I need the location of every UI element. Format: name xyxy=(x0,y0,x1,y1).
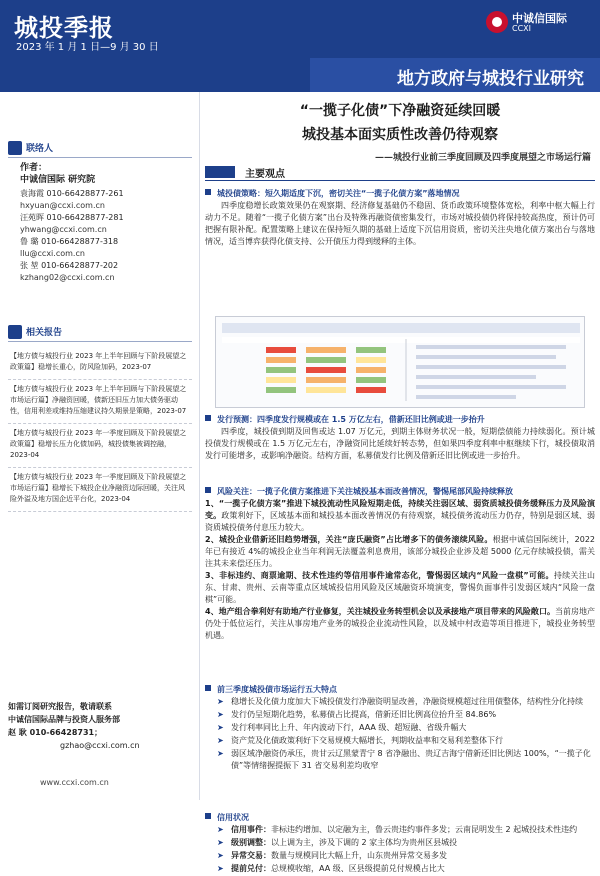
section-body: 四季度，城投债到期及回售或达 1.07 万亿元，到期主体财务状况一般，短期偿债能力持续弱化。预计城投债发行规模或在 1.5 万亿元左右，净融资同比延续好转态势，但如果四季度利率中枢继续下行，城投债取消发行可能增多，或影响净融资。结构方面，私募债发行比例及借新还旧比例或进一步抬升。 xyxy=(205,427,595,460)
figure-text-row xyxy=(416,345,566,349)
report-subtitle: ——城投行业前三季度回顾及四季度展望之市场运行篇 xyxy=(374,153,591,163)
divider xyxy=(8,157,192,158)
figure-graphic xyxy=(216,317,586,409)
risk-item-heading: 1、“一揽子化债方案”推进下城投流动性风险短期走低，持续关注弱区域、弱资质城投债务缓释压力及风险演变。 xyxy=(205,499,595,520)
credit-item-body: 数量与规模同比大幅上升，山东贵州异常交易多发 xyxy=(271,851,447,860)
feature-item xyxy=(205,722,595,734)
feature-text: 发行利率同比上升、年内波动下行，AAA 级、超短融、省级升幅大 xyxy=(231,723,467,732)
risk-item-heading: 4、地产组合拳利好有助地产行业修复，关注城投业务转型机会以及承接地产项目带来的风险敞口。 xyxy=(205,607,555,616)
embedded-figure xyxy=(215,316,585,408)
related-report-link[interactable]: 【地方债与城投行业 2023 年一季度回顾及下阶段展望之政策篇】稳增长压力化债加码，城投债集被调控融，2023-04 xyxy=(8,424,192,468)
authors-title: 作者： xyxy=(20,163,48,173)
feature-text: 发行仍呈短期化趋势，私募债占比提高，借新还旧比例高位抬升至 84.86% xyxy=(231,710,497,719)
arrow-bullet-icon: ➤ xyxy=(217,723,224,732)
author-org: 中诚信国际 研究院 xyxy=(20,175,96,185)
related-report-link[interactable]: 【地方债与城投行业 2023 年一季度回顾及下阶段展望之市场运行篇】稳增长下城投企业净融资边际回暖，关注风险外溢及地方国企近平台化，2023-04 xyxy=(8,468,192,512)
section-body: 四季度稳增长政策效果仍在观察期、经济修复基础仍不稳固、货币政策环境整体宽松，利率中枢大幅上行动力不足。随着“一揽子化债方案”出台及特殊再融资债密集发行，市场对城投债仍将保持较高热度，预计仍可把握有限补配。配置策略上建议在保持短久期的基础上适度下沉信用资质，密切关注央地化债方案出台与落地情况，适当博弈获得化债支持、公开债压力得到缓释的主体。 xyxy=(205,201,595,246)
divider xyxy=(8,341,192,342)
related-section-head xyxy=(8,324,192,342)
section-heading: 发行预测：四季度发行规模或在 1.5 万亿左右，借新还旧比例或进一步抬升 xyxy=(217,415,485,424)
arrow-bullet-icon: ➤ xyxy=(217,736,224,745)
feature-text: 稳增长及化债力度加大下城投债发行净融资明显改善，净融资规模超过往用债整体，结构性分化持续 xyxy=(231,697,583,706)
risk-item-body: 根据中诚信国际统计，2022 年已有接近 4%的城投企业当年利润无法覆盖利息费用，该部分城投企业涉及超 5000 亿元存续城投债，需关注其未来偿还压力。 xyxy=(205,535,595,568)
figure-cell-yellow xyxy=(356,357,386,363)
header-band xyxy=(0,0,600,58)
author-name-phone: 鲁 璐 010-66428877-318 xyxy=(20,237,119,246)
figure-cell-green xyxy=(306,357,346,363)
credit-item-body: 总规模收缩，AA 级、区县级提前兑付规模占比大 xyxy=(271,864,445,873)
credit-item-body: 非标违约增加、以定融为主，鲁云贵违约事件多发；云南昆明发生 2 起城投技术性违约 xyxy=(271,825,578,834)
figure-cell-green xyxy=(356,377,386,383)
risk-item xyxy=(205,498,595,534)
report-title-line1: “一揽子化债”下净融资延续回暖 xyxy=(299,103,501,119)
author-name-phone: 汪苑晖 010-66428877-281 xyxy=(20,213,124,222)
related-label: 相关报告 xyxy=(26,328,63,338)
figure-cell-red xyxy=(306,367,346,373)
report-date: 2023 年 1 月 1 日—9 月 30 日 xyxy=(16,42,159,53)
figure-text-row xyxy=(416,365,566,369)
credit-item xyxy=(205,824,595,836)
credit-item-body: 以上调为主，涉及下调的 2 家主体均为贵州区县城投 xyxy=(271,838,458,847)
author-name-phone: 袁海霞 010-66428877-261 xyxy=(20,189,124,198)
author-entry xyxy=(20,212,196,236)
figure-cell-green xyxy=(266,387,296,393)
credit-item-heading: 级别调整： xyxy=(231,838,271,847)
risk-item xyxy=(205,606,595,642)
divider xyxy=(205,180,595,181)
author-entry xyxy=(20,236,196,260)
arrow-bullet-icon: ➤ xyxy=(217,749,224,758)
section-risk xyxy=(205,486,595,642)
credit-item-heading: 异常交易： xyxy=(231,851,271,860)
risk-item xyxy=(205,534,595,570)
square-bullet-icon xyxy=(205,189,211,195)
section-heading: 前三季度城投债市场运行五大特点 xyxy=(217,685,337,694)
feature-text: 资产荒及化债政策利好下交易规模大幅增长，判期收益率和交易利差整体下行 xyxy=(231,736,503,745)
feature-item xyxy=(205,709,595,721)
figure-cell-orange xyxy=(306,347,346,353)
arrow-bullet-icon: ➤ xyxy=(217,825,224,834)
arrow-bullet-icon: ➤ xyxy=(217,864,224,873)
arrow-bullet-icon: ➤ xyxy=(217,851,224,860)
section-market-features xyxy=(205,684,595,773)
logo-text-cn: 中诚信国际 xyxy=(512,12,567,25)
contacts-section-head xyxy=(8,140,192,158)
risk-item-body: 持续关注山东、甘肃、贵州、云南等重点区域城投信用风险及区域融资环境演变，警惕负面事件引发弱区域内“风险一盘棋”可能。 xyxy=(205,571,596,604)
report-type: 城投季报 xyxy=(14,14,114,42)
author-entry xyxy=(20,260,196,284)
section-issuance-forecast xyxy=(205,414,595,462)
section-heading: 风险关注：一揽子化债方案推进下关注城投基本面改善情况，警惕尾部风险持续释放 xyxy=(217,487,513,496)
square-bullet-icon xyxy=(205,487,211,493)
risk-item xyxy=(205,570,595,606)
risk-item-heading: 2、城投企业借新还旧趋势增强，关注“庞氏融资”占比增多下的债务滚续风险。 xyxy=(205,535,493,544)
figure-cell-red xyxy=(356,387,386,393)
author-email[interactable]: llu@ccxi.com.cn xyxy=(20,249,85,258)
figure-cell-red xyxy=(266,347,296,353)
subscription-contact xyxy=(8,700,192,752)
feature-item xyxy=(205,696,595,708)
contact-line: 中诚信国际品牌与投资人服务部 xyxy=(8,715,120,724)
section-heading: 城投债策略：短久期适度下沉，密切关注“一揽子化债方案”落地情况 xyxy=(217,189,460,198)
summary-section-head xyxy=(205,164,595,182)
arrow-bullet-icon: ➤ xyxy=(217,710,224,719)
title-banner xyxy=(0,58,600,92)
square-bullet-icon xyxy=(205,685,211,691)
risk-item-body: 政策利好下，区域基本面和城投基本面改善情况仍有待观察，城投债务流动压力仍存，特别是弱区域、弱资质城投债务付息压力较大。 xyxy=(205,511,596,532)
main-content xyxy=(205,92,596,873)
figure-header-row xyxy=(222,323,580,333)
feature-text: 弱区域净融资仍承压，贵甘云辽黑蒙青宁 8 省净融出、贵辽吉海宁借新还旧比例达 100%，“一揽子化债”等情绪握提振下 31 省交易利差均收窄 xyxy=(231,749,591,770)
figure-cell-green xyxy=(266,367,296,373)
logo-mark-icon xyxy=(486,11,508,33)
sidebar xyxy=(0,92,200,800)
authors-block xyxy=(20,162,196,284)
figure-text-row xyxy=(416,375,536,379)
figure-row xyxy=(222,337,580,343)
report-title-line2: 城投基本面实质性改善仍待观察 xyxy=(302,127,498,143)
author-entry xyxy=(20,188,196,212)
feature-item xyxy=(205,735,595,747)
credit-item xyxy=(205,863,595,875)
company-logo xyxy=(486,8,586,36)
footer-url[interactable]: www.ccxi.com.cn xyxy=(40,778,109,787)
section-credit-status xyxy=(205,812,595,876)
figure-text-row xyxy=(416,355,556,359)
figure-cell-green xyxy=(356,347,386,353)
figure-cell-yellow xyxy=(266,377,296,383)
author-email[interactable]: hxyuan@ccxi.com.cn xyxy=(20,201,105,210)
related-report-link[interactable]: 【地方债与城投行业 2023 年上半年回顾与下阶段展望之政策篇】稳增长重心，防风险加码，2023-07 xyxy=(8,347,192,380)
credit-item xyxy=(205,837,595,849)
section-heading: 信用状况 xyxy=(217,813,249,822)
arrow-bullet-icon: ➤ xyxy=(217,697,224,706)
feature-item xyxy=(205,748,595,772)
credit-item-heading: 信用事件： xyxy=(231,825,271,834)
logo-text-en: CCXI xyxy=(512,24,532,33)
risk-item-body: 当前房地产仍处于低位运行，关注从事房地产业务的城投企业流动性风险，以及城中村改造等项目推进下，城投业务转型机遇。 xyxy=(205,607,596,640)
related-reports-list xyxy=(8,347,192,512)
contacts-label: 联络人 xyxy=(26,144,54,154)
author-name-phone: 张 堃 010-66428877-202 xyxy=(20,261,119,270)
summary-label: 主要观点 xyxy=(245,169,285,180)
contact-line: 如需订阅研究报告，敬请联系 xyxy=(8,702,112,711)
credit-item xyxy=(205,850,595,862)
risk-item-heading: 3、非标违约、商票逾期、技术性违约等信用事件逾常态化，警惕弱区域内“风险一盘棋”可能。 xyxy=(205,571,554,580)
related-reports-icon xyxy=(8,325,22,339)
figure-cell-orange xyxy=(266,357,296,363)
contact-line: 赵 耿 010-66428731； xyxy=(8,728,103,737)
figure-cell-orange xyxy=(306,377,346,383)
report-header xyxy=(0,0,600,92)
contacts-icon xyxy=(8,141,22,155)
credit-item-heading: 提前兑付： xyxy=(231,864,271,873)
square-bullet-icon xyxy=(205,813,211,819)
contact-email[interactable]: gzhao@ccxi.com.cn xyxy=(60,741,140,750)
square-bullet-icon xyxy=(205,415,211,421)
author-email[interactable]: kzhang02@ccxi.com.cn xyxy=(20,273,115,282)
section-marker xyxy=(205,166,235,178)
related-report-link[interactable]: 【地方债与城投行业 2023 年上半年回顾与下阶段展望之市场运行篇】净融资回暖，债新还旧压力加大债务驱动性，信用利差或维持压缩建议持久期景是策略，2023-07 xyxy=(8,380,192,424)
arrow-bullet-icon: ➤ xyxy=(217,838,224,847)
section-strategy xyxy=(205,188,595,248)
figure-text-row xyxy=(416,385,566,389)
figure-text-row xyxy=(416,395,516,399)
banner-title: 地方政府与城投行业研究 xyxy=(397,69,584,89)
figure-cell-orange xyxy=(356,367,386,373)
figure-cell-yellow xyxy=(306,387,346,393)
author-email[interactable]: yhwang@ccxi.com.cn xyxy=(20,225,107,234)
